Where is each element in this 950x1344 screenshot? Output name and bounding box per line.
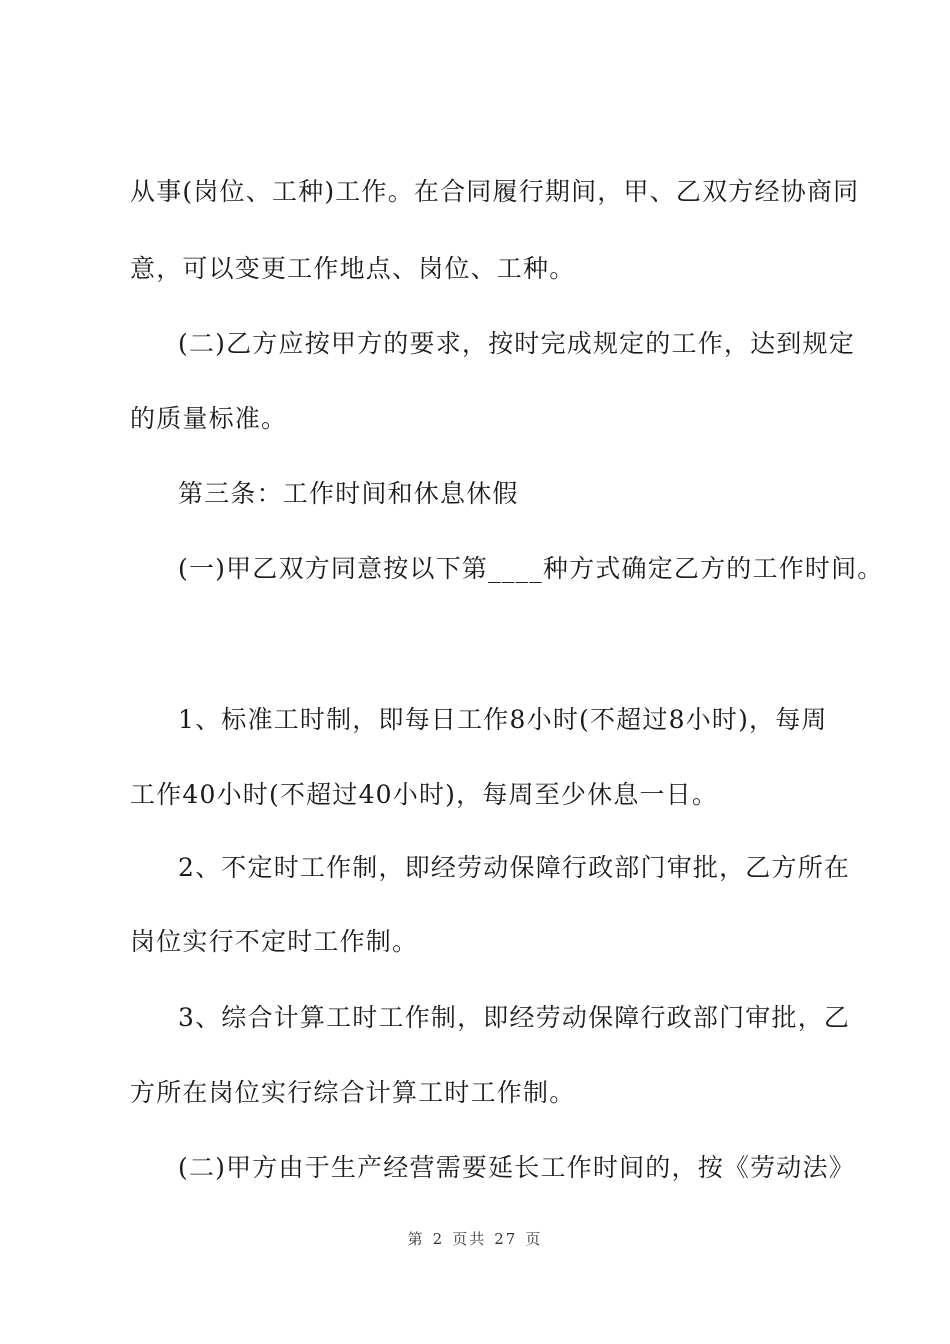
footer-middle: 页共 (452, 1230, 487, 1248)
text-line: (二)乙方应按甲方的要求，按时完成规定的工作，达到规定 (178, 329, 855, 358)
footer-page-number: 2 (432, 1230, 445, 1248)
text-line: 工作40小时(不超过40小时)，每周至少休息一日。 (130, 780, 719, 809)
page-footer (0, 1228, 950, 1249)
text-line: (二)甲方由于生产经营需要延长工作时间的，按《劳动法》 (178, 1153, 855, 1182)
section-heading: 第三条：工作时间和休息休假 (178, 479, 519, 508)
text-line: 1、标准工时制，即每日工作8小时(不超过8小时)，每周 (178, 705, 828, 734)
text-line: 3、综合计算工时工作制，即经劳动保障行政部门审批，乙 (178, 1003, 851, 1032)
text-line: (一)甲乙双方同意按以下第____种方式确定乙方的工作时间。 (178, 554, 884, 583)
footer-total-pages: 27 (494, 1230, 518, 1248)
text-line: 意，可以变更工作地点、岗位、工种。 (130, 254, 576, 283)
footer-prefix: 第 (407, 1230, 425, 1248)
text-line: 从事(岗位、工种)工作。在合同履行期间，甲、乙双方经协商同 (130, 177, 860, 206)
text-line: 2、不定时工作制，即经劳动保障行政部门审批，乙方所在 (178, 853, 851, 882)
text-line: 的质量标准。 (130, 404, 288, 433)
text-line: 岗位实行不定时工作制。 (130, 927, 419, 956)
footer-suffix: 页 (525, 1230, 543, 1248)
text-line: 方所在岗位实行综合计算工时工作制。 (130, 1078, 576, 1107)
